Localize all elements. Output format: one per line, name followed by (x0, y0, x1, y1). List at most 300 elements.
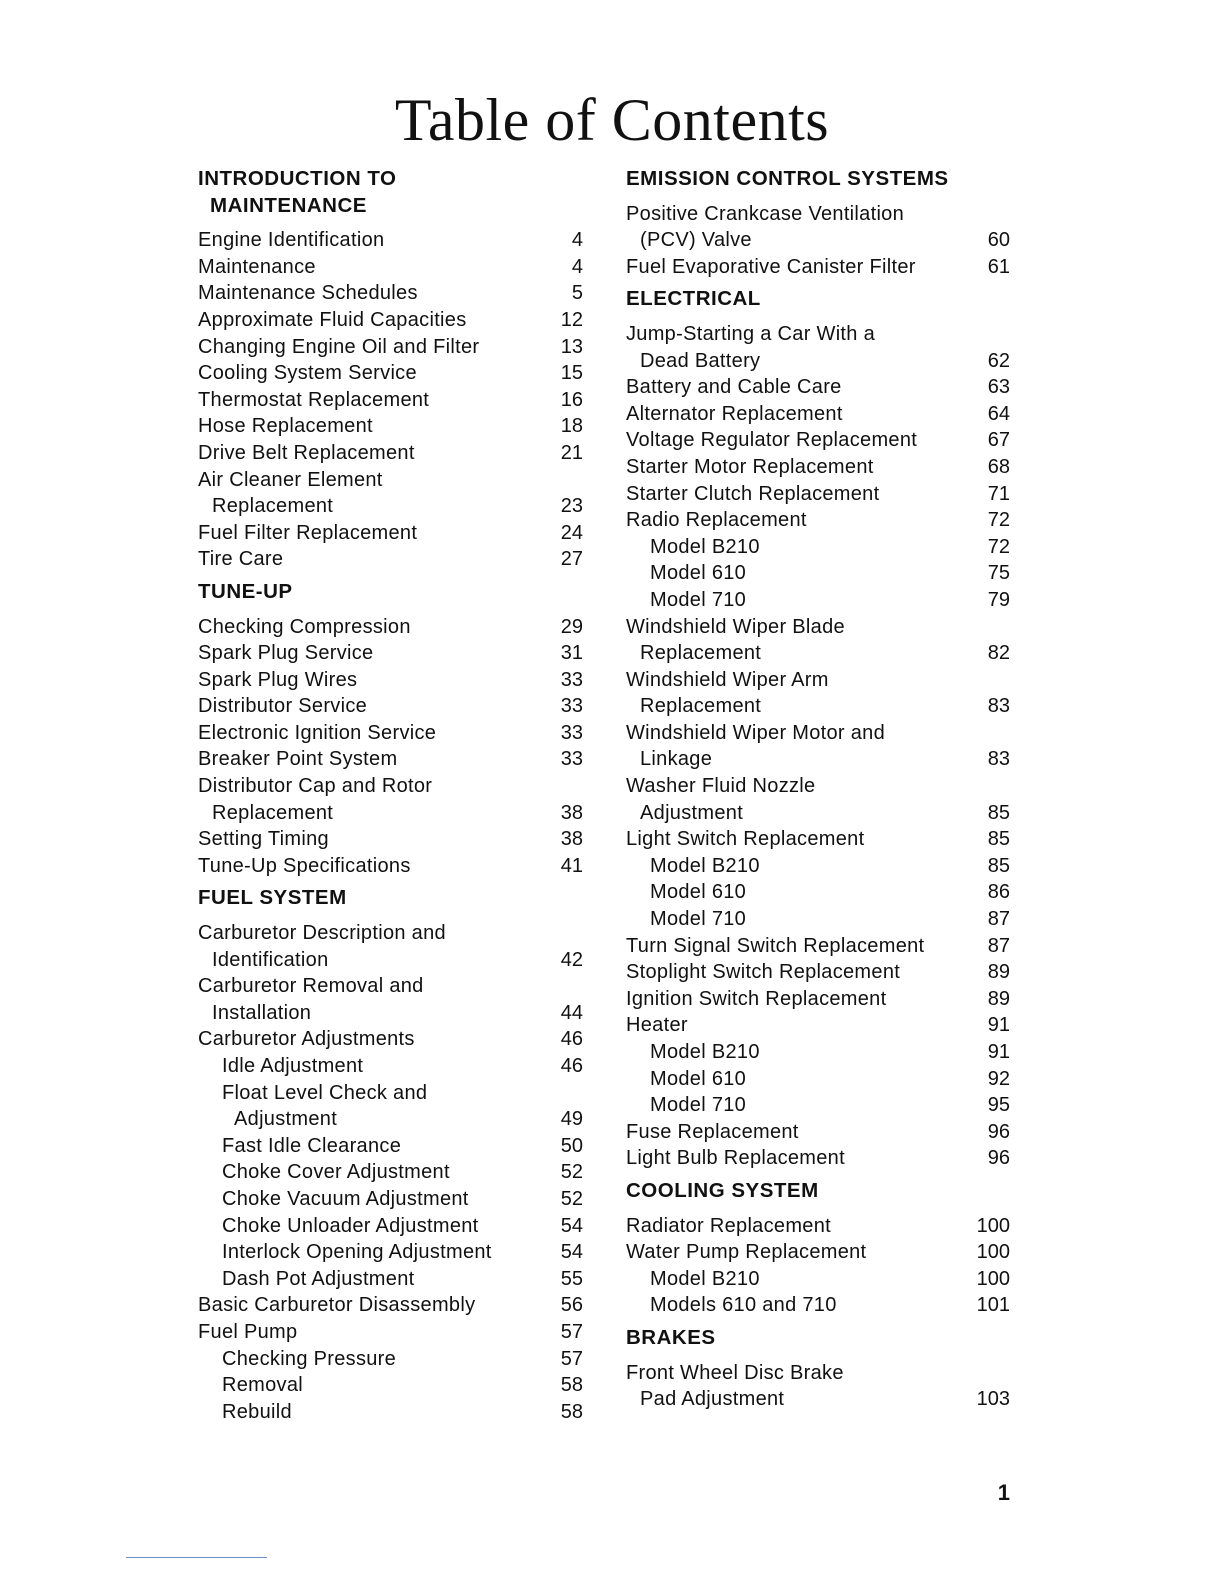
toc-entry-page: 54 (560, 1214, 583, 1237)
toc-entry-line: Checking Pressure (222, 1347, 397, 1370)
toc-entry-page: 33 (560, 668, 583, 691)
toc-entry-line: Float Level Check and (222, 1081, 428, 1104)
toc-entry[interactable] (626, 321, 1010, 374)
toc-entry-line: Maintenance (198, 255, 316, 278)
toc-entry-line: Interlock Opening Adjustment (222, 1241, 492, 1264)
toc-entry-line: Voltage Regulator Replacement (626, 429, 918, 452)
toc-entry[interactable] (198, 1080, 583, 1133)
toc-entry[interactable] (626, 587, 1010, 614)
section-entries (626, 1360, 1010, 1413)
toc-entry-line: Model 710 (650, 1094, 747, 1117)
toc-entry-page: 54 (560, 1241, 583, 1264)
toc-entry-page: 58 (560, 1400, 583, 1423)
toc-entry-title (626, 879, 960, 906)
toc-entry-page: 100 (976, 1241, 1010, 1264)
toc-entry-title (198, 1319, 533, 1346)
toc-entry[interactable] (626, 401, 1010, 428)
toc-entry-line: Linkage (640, 748, 713, 771)
toc-entry-title (626, 1066, 960, 1093)
toc-entry[interactable] (626, 1012, 1010, 1039)
toc-entry-line: Model B210 (650, 854, 760, 877)
toc-entry[interactable] (198, 1159, 583, 1186)
toc-entry-title (626, 254, 960, 281)
toc-entry-line: Distributor Cap and Rotor (198, 775, 433, 798)
toc-entry-title (198, 307, 533, 334)
toc-entry[interactable] (198, 693, 583, 720)
section-heading (198, 579, 583, 606)
toc-entry-page: 13 (560, 335, 583, 358)
toc-entry-title (626, 321, 960, 374)
toc-entry[interactable] (626, 614, 1010, 667)
toc-entry-line: Jump-Starting a Car With a (626, 322, 875, 345)
toc-entry-page: 4 (571, 255, 583, 278)
toc-entry[interactable] (626, 906, 1010, 933)
toc-entry-line: Carburetor Removal and (198, 975, 424, 998)
toc-entry-line: Spark Plug Wires (198, 668, 358, 691)
toc-entry-line: Rebuild (222, 1400, 292, 1423)
toc-entry-line: Dash Pot Adjustment (222, 1267, 415, 1290)
toc-entry[interactable] (198, 1213, 583, 1240)
toc-entry-line: Starter Clutch Replacement (626, 482, 880, 505)
toc-entry[interactable] (626, 1039, 1010, 1066)
toc-entry-title (198, 413, 533, 440)
toc-entry-title (198, 1266, 533, 1293)
toc-entry[interactable] (198, 920, 583, 973)
toc-entry-title (626, 507, 960, 534)
toc-entry-title (198, 746, 533, 773)
toc-entry-page: 89 (987, 987, 1010, 1010)
toc-entry-title (626, 587, 960, 614)
toc-entry-title (626, 201, 960, 254)
section-heading (626, 166, 1010, 193)
toc-entry-line: Basic Carburetor Disassembly (198, 1294, 476, 1317)
toc-entry-page: 85 (987, 801, 1010, 824)
toc-entry-line: Fuel Pump (198, 1320, 298, 1343)
toc-entry-line: Alternator Replacement (626, 402, 843, 425)
toc-entry-line: Replacement (212, 495, 334, 518)
toc-entry[interactable] (626, 826, 1010, 853)
toc-entry-line: Model B210 (650, 535, 760, 558)
toc-entry[interactable] (198, 334, 583, 361)
toc-entry-title (198, 546, 533, 573)
toc-entry-title (198, 853, 533, 880)
toc-entry[interactable] (198, 520, 583, 547)
toc-entry-title (626, 1360, 960, 1413)
toc-entry[interactable] (198, 1372, 583, 1399)
toc-entry-title (198, 227, 533, 254)
toc-entry-line: Cooling System Service (198, 362, 417, 385)
section-heading-line: TUNE-UP (198, 579, 293, 603)
toc-entry-page: 16 (560, 388, 583, 411)
toc-entry-page: 57 (560, 1347, 583, 1370)
toc-entry-line: Model 610 (650, 562, 747, 585)
toc-entry-line: Spark Plug Service (198, 642, 374, 665)
toc-entry[interactable] (626, 454, 1010, 481)
toc-entry-title (198, 254, 533, 281)
toc-entry-page: 85 (987, 828, 1010, 851)
toc-entry[interactable] (626, 1119, 1010, 1146)
toc-entry-line: Thermostat Replacement (198, 388, 430, 411)
toc-entry-page: 63 (987, 376, 1010, 399)
toc-entry-title (198, 1292, 533, 1319)
toc-entry[interactable] (626, 1239, 1010, 1266)
toc-entry[interactable] (198, 973, 583, 1026)
toc-entry-page: 55 (560, 1267, 583, 1290)
toc-entry-page: 38 (560, 801, 583, 824)
toc-entry-line: Windshield Wiper Blade (626, 615, 845, 638)
section-heading-line: BRAKES (626, 1325, 716, 1349)
toc-entry-title (198, 973, 533, 1026)
toc-entry-title (626, 720, 960, 773)
toc-entry[interactable] (198, 280, 583, 307)
section-entries (198, 920, 583, 1425)
toc-entry-page: 68 (987, 455, 1010, 478)
toc-entry-line: Fuel Filter Replacement (198, 521, 418, 544)
toc-entry-page: 58 (560, 1374, 583, 1397)
toc-entry[interactable] (198, 440, 583, 467)
toc-entry-title (198, 1346, 533, 1373)
toc-entry[interactable] (626, 201, 1010, 254)
toc-entry-page: 4 (571, 229, 583, 252)
toc-entry[interactable] (198, 360, 583, 387)
toc-entry-title (626, 1145, 960, 1172)
toc-entry-line: Approximate Fluid Capacities (198, 308, 467, 331)
toc-entry[interactable] (626, 879, 1010, 906)
toc-entry-page: 18 (560, 415, 583, 438)
section-heading (626, 1325, 1010, 1352)
toc-entry-page: 38 (560, 828, 583, 851)
toc-entry-line: Choke Unloader Adjustment (222, 1214, 479, 1237)
toc-entry-line: Light Switch Replacement (626, 828, 865, 851)
toc-entry-line: Replacement (212, 801, 334, 824)
toc-entry-line: Model 710 (650, 908, 747, 931)
toc-entry-page: 103 (976, 1388, 1010, 1411)
toc-entry-line: Engine Identification (198, 229, 385, 252)
toc-entry-title (626, 374, 960, 401)
toc-entry-title (198, 1053, 533, 1080)
section-entries (198, 227, 583, 573)
toc-entry-line: Pad Adjustment (640, 1388, 785, 1411)
toc-entry-page: 52 (560, 1161, 583, 1184)
toc-entry-line: Heater (626, 1014, 688, 1037)
toc-entry-title (626, 1039, 960, 1066)
section-entries (626, 1213, 1010, 1319)
toc-entry[interactable] (198, 720, 583, 747)
toc-entry-page: 42 (560, 948, 583, 971)
toc-entry-line: Changing Engine Oil and Filter (198, 335, 480, 358)
toc-entry-line: Tune-Up Specifications (198, 854, 411, 877)
toc-entry-title (198, 467, 533, 520)
section-heading-line: ELECTRICAL (626, 287, 761, 311)
toc-entry-line: Carburetor Description and (198, 922, 446, 945)
toc-entry-title (198, 387, 533, 414)
toc-entry-line: Checking Compression (198, 615, 411, 638)
toc-entry[interactable] (198, 1186, 583, 1213)
toc-entry[interactable] (198, 826, 583, 853)
section-heading (626, 286, 1010, 313)
toc-entry-title (626, 614, 960, 667)
toc-entry-page: 101 (976, 1294, 1010, 1317)
toc-entry[interactable] (626, 507, 1010, 534)
toc-entry-line: Setting Timing (198, 828, 329, 851)
toc-entry-line: Turn Signal Switch Replacement (626, 934, 925, 957)
toc-entry-page: 33 (560, 695, 583, 718)
toc-entry-page: 72 (987, 535, 1010, 558)
toc-entry-page: 61 (987, 255, 1010, 278)
toc-entry-line: Air Cleaner Element (198, 468, 383, 491)
footer-rule (126, 1557, 267, 1558)
toc-entry-title (626, 534, 960, 561)
toc-entry[interactable] (198, 746, 583, 773)
toc-entry-title (626, 959, 960, 986)
toc-left-column (198, 166, 583, 1425)
toc-entry-page: 33 (560, 748, 583, 771)
toc-entry-line: Stoplight Switch Replacement (626, 961, 901, 984)
toc-entry-title (626, 1092, 960, 1119)
toc-entry-line: Drive Belt Replacement (198, 441, 415, 464)
toc-entry-title (626, 1266, 960, 1293)
toc-entry-page: 92 (987, 1067, 1010, 1090)
toc-entry-title (198, 1399, 533, 1426)
toc-entry-page: 100 (976, 1267, 1010, 1290)
toc-entry-title (198, 280, 533, 307)
toc-entry[interactable] (198, 413, 583, 440)
toc-entry-page: 31 (560, 642, 583, 665)
section-heading-line: COOLING SYSTEM (626, 1178, 819, 1202)
toc-entry-page: 5 (571, 282, 583, 305)
toc-entry-line: Water Pump Replacement (626, 1241, 867, 1264)
toc-entry-line: Idle Adjustment (222, 1055, 364, 1077)
toc-entry-line: Fuel Evaporative Canister Filter (626, 255, 916, 278)
toc-entry-title (198, 1133, 533, 1160)
toc-entry[interactable] (198, 1266, 583, 1293)
toc-entry-page: 12 (560, 308, 583, 331)
toc-entry[interactable] (198, 667, 583, 694)
toc-entry-line: Model B210 (650, 1267, 760, 1290)
toc-entry[interactable] (198, 1292, 583, 1319)
toc-entry-line: Radio Replacement (626, 509, 807, 532)
toc-entry[interactable] (626, 933, 1010, 960)
toc-entry-line: Distributor Service (198, 695, 368, 718)
toc-entry-page: 52 (560, 1187, 583, 1210)
toc-entry-title (198, 1080, 533, 1133)
toc-entry-line: Model 610 (650, 881, 747, 904)
toc-entry-page: 91 (987, 1041, 1010, 1063)
toc-entry[interactable] (198, 1399, 583, 1426)
toc-entry-line: Adjustment (234, 1108, 338, 1131)
toc-entry-title (198, 334, 533, 361)
toc-entry[interactable] (198, 1346, 583, 1373)
toc-entry-page: 60 (987, 229, 1010, 252)
toc-entry[interactable] (198, 1239, 583, 1266)
toc-entry[interactable] (626, 1213, 1010, 1240)
toc-entry-page: 46 (560, 1028, 583, 1051)
toc-entry-line: Radiator Replacement (626, 1214, 831, 1237)
toc-entry-page: 56 (560, 1294, 583, 1317)
toc-entry-page: 79 (987, 588, 1010, 611)
toc-entry-line: Choke Cover Adjustment (222, 1161, 450, 1184)
toc-entry[interactable] (626, 1092, 1010, 1119)
toc-entry[interactable] (626, 667, 1010, 720)
toc-entry[interactable] (198, 387, 583, 414)
toc-entry-line: Dead Battery (640, 349, 761, 372)
toc-entry[interactable] (626, 1145, 1010, 1172)
toc-entry-page: 50 (560, 1134, 583, 1157)
toc-entry-title (626, 1119, 960, 1146)
toc-entry-line: Electronic Ignition Service (198, 721, 437, 744)
toc-entry[interactable] (626, 1292, 1010, 1319)
toc-entry-title (626, 560, 960, 587)
toc-entry-line: Light Bulb Replacement (626, 1147, 845, 1170)
toc-entry-line: Positive Crankcase Ventilation (626, 202, 905, 225)
toc-entry-page: 87 (987, 908, 1010, 931)
toc-entry-title (198, 640, 533, 667)
section-entries (626, 201, 1010, 281)
toc-entry[interactable] (626, 481, 1010, 508)
toc-entry-title (626, 1239, 960, 1266)
page-title: Table of Contents (394, 87, 830, 153)
toc-entry-line: Carburetor Adjustments (198, 1028, 415, 1051)
toc-entry[interactable] (198, 614, 583, 641)
toc-entry[interactable] (198, 1026, 583, 1053)
toc-entry-line: Windshield Wiper Arm (626, 668, 829, 691)
toc-entry-title (198, 1213, 533, 1240)
toc-entry-title (626, 667, 960, 720)
toc-entry-line: Windshield Wiper Motor and (626, 721, 886, 744)
toc-entry-line: Hose Replacement (198, 415, 373, 438)
toc-entry[interactable] (626, 254, 1010, 281)
toc-entry[interactable] (626, 560, 1010, 587)
toc-entry[interactable] (626, 374, 1010, 401)
toc-entry[interactable] (198, 227, 583, 254)
toc-entry-page: 44 (560, 1001, 583, 1024)
toc-entry-line: Tire Care (198, 548, 284, 571)
toc-entry-title (198, 773, 533, 826)
toc-entry[interactable] (198, 640, 583, 667)
toc-entry-page: 71 (987, 482, 1010, 505)
toc-entry-line: Model 610 (650, 1067, 747, 1090)
toc-entry[interactable] (198, 254, 583, 281)
toc-entry[interactable] (626, 1360, 1010, 1413)
toc-entry[interactable] (626, 1066, 1010, 1093)
toc-entry[interactable] (626, 773, 1010, 826)
toc-entry-page: 29 (560, 615, 583, 638)
toc-entry-title (198, 1186, 533, 1213)
toc-entry-page: 46 (560, 1055, 583, 1077)
toc-entry-line: Maintenance Schedules (198, 282, 418, 305)
toc-entry[interactable] (626, 986, 1010, 1013)
toc-entry[interactable] (626, 427, 1010, 454)
toc-entry-line: Washer Fluid Nozzle (626, 775, 816, 798)
toc-entry-line: Ignition Switch Replacement (626, 987, 887, 1010)
toc-entry-page: 23 (560, 495, 583, 518)
toc-entry-page: 86 (987, 881, 1010, 904)
section-heading-line: FUEL SYSTEM (198, 886, 347, 910)
toc-entry-line: Replacement (640, 642, 762, 665)
toc-right-column (626, 166, 1010, 1413)
toc-entry-line: Installation (212, 1001, 312, 1024)
toc-entry-page: 89 (987, 961, 1010, 984)
toc-entry[interactable] (198, 307, 583, 334)
toc-entry-line: Model 710 (650, 588, 747, 611)
toc-entry-title (626, 481, 960, 508)
toc-entry[interactable] (626, 1266, 1010, 1293)
section-heading (198, 166, 583, 219)
toc-entry-line: Model B210 (650, 1041, 760, 1063)
toc-entry[interactable] (198, 467, 583, 520)
toc-entry[interactable] (198, 546, 583, 573)
toc-entry-title (626, 401, 960, 428)
toc-entry-page: 57 (560, 1320, 583, 1343)
toc-entry-line: Models 610 and 710 (650, 1294, 837, 1317)
toc-entry-line: Fuse Replacement (626, 1120, 799, 1143)
toc-entry-title (626, 853, 960, 880)
toc-entry-page: 85 (987, 854, 1010, 877)
toc-entry-title (198, 920, 533, 973)
toc-entry[interactable] (198, 1319, 583, 1346)
toc-entry-title (626, 454, 960, 481)
toc-entry-line: Starter Motor Replacement (626, 455, 874, 478)
toc-entry-line: Adjustment (640, 801, 744, 824)
section-heading-line: MAINTENANCE (210, 193, 367, 217)
toc-entry-title (198, 667, 533, 694)
toc-entry[interactable] (626, 720, 1010, 773)
toc-entry-page: 96 (987, 1147, 1010, 1170)
section-heading (626, 1178, 1010, 1205)
toc-entry-title (626, 1012, 960, 1039)
toc-entry[interactable] (198, 1053, 583, 1080)
toc-entry-page: 91 (987, 1014, 1010, 1037)
toc-entry-title (626, 826, 960, 853)
toc-entry-title (198, 1026, 533, 1053)
toc-entry-page: 21 (560, 441, 583, 464)
toc-entry[interactable] (626, 853, 1010, 880)
toc-entry-page: 15 (560, 362, 583, 385)
toc-entry-page: 27 (560, 548, 583, 571)
toc-entry-title (198, 614, 533, 641)
toc-entry[interactable] (198, 773, 583, 826)
toc-entry-page: 75 (987, 562, 1010, 585)
toc-entry-line: (PCV) Valve (640, 229, 752, 252)
section-entries (626, 321, 1010, 1172)
toc-entry[interactable] (198, 853, 583, 880)
toc-entry-line: Identification (212, 948, 329, 971)
toc-entry-page: 49 (560, 1108, 583, 1131)
section-heading-line: INTRODUCTION TO (198, 167, 397, 190)
toc-entry-line: Removal (222, 1374, 304, 1397)
toc-entry[interactable] (626, 959, 1010, 986)
toc-entry-title (198, 360, 533, 387)
toc-entry-title (198, 1372, 533, 1399)
section-heading (198, 885, 583, 912)
toc-entry-line: Battery and Cable Care (626, 376, 842, 399)
toc-entry-page: 72 (987, 509, 1010, 532)
toc-entry-line: Choke Vacuum Adjustment (222, 1187, 469, 1210)
section-entries (198, 614, 583, 880)
toc-entry-page: 83 (987, 748, 1010, 771)
toc-entry-title (626, 773, 960, 826)
toc-entry-page: 87 (987, 934, 1010, 957)
toc-entry-title (198, 826, 533, 853)
toc-entry-title (626, 427, 960, 454)
toc-entry-line: Replacement (640, 695, 762, 718)
toc-entry-page: 41 (560, 854, 583, 877)
toc-entry-page: 100 (976, 1214, 1010, 1237)
toc-entry[interactable] (626, 534, 1010, 561)
toc-entry-line: Front Wheel Disc Brake (626, 1361, 844, 1384)
toc-entry[interactable] (198, 1133, 583, 1160)
toc-entry-title (198, 520, 533, 547)
